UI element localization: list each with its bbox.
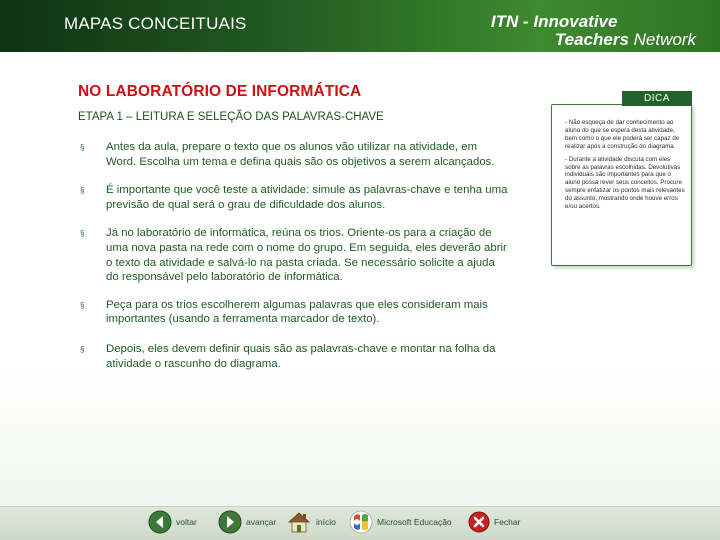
brand-line2-bold: Teachers (554, 30, 629, 49)
close-icon (468, 511, 490, 533)
list-item (78, 183, 510, 212)
section-title: NO LABORATÓRIO DE INFORMÁTICA (78, 83, 362, 100)
bullet-marker: § (80, 186, 85, 196)
forward-button[interactable] (218, 509, 276, 535)
home-icon (286, 510, 312, 534)
list-item-text: É importante que você teste a atividade: simule as palavras-chave e tenha uma previsão de qual será o grau de dificuldade dos alunos. (106, 184, 508, 211)
arrow-right-icon (218, 510, 242, 534)
tip-tab: DICA (622, 91, 692, 106)
list-item-text: Antes da aula, prepare o texto que os alunos vão utilizar na atividade, em Word. Escolha um tema e defina quais são os objetivos a serem alcançados. (106, 141, 495, 168)
close-button[interactable] (468, 509, 520, 535)
list-item (78, 342, 510, 371)
close-label: Fechar (494, 517, 521, 527)
home-button[interactable] (286, 509, 336, 535)
header-title: MAPAS CONCEITUAIS (64, 14, 247, 33)
tip-paragraph: - Durante a atividade discuta com eles sobre as palavras escolhidas. Devolutivas individuais são importantes para que o aluno possa rever seus conceitos. Procure sempre enfatizar os pontos mais relevantes do assunto, mostrando onde houve erros e/ou acertos. (565, 155, 685, 211)
bullet-marker: § (80, 300, 85, 310)
microsoft-education-label: Microsoft Educação (377, 517, 452, 527)
bullet-marker: § (80, 229, 85, 239)
brand-line1: ITN - Innovative (490, 12, 618, 31)
back-button[interactable] (148, 509, 197, 535)
brand-logo (491, 13, 696, 48)
instructions-list (78, 140, 510, 371)
list-item (78, 226, 510, 284)
bullet-marker: § (80, 344, 85, 354)
microsoft-education-button[interactable] (349, 509, 452, 535)
arrow-left-icon (148, 510, 172, 534)
header-bar (0, 0, 720, 52)
list-item-text: Já no laboratório de informática, reúna os trios. Oriente-os para a criação de uma nova pasta na rede com o nome do grupo. Em seguida, eles deverão abrir o texto da atividade e salvá-lo na pasta criada. Se necessário solicite a ajuda do responsável pelo laboratório de informática. (106, 227, 507, 284)
brand-line2 (555, 31, 696, 48)
list-item-text: Depois, eles devem definir quais são as palavras-chave e montar na folha da atividade o rascunho do diagrama. (106, 342, 496, 370)
microsoft-education-icon (349, 510, 373, 534)
list-item (78, 140, 510, 169)
home-label: início (316, 517, 336, 527)
bullet-marker: § (80, 143, 85, 152)
tip-text (565, 119, 687, 216)
list-item-text: Peça para os trios escolherem algumas palavras que eles consideram mais importantes (usando a ferramenta marcador de texto). (106, 298, 488, 326)
list-item (78, 298, 510, 327)
forward-label: avançar (246, 517, 277, 527)
back-label: voltar (176, 517, 197, 527)
step-subtitle: ETAPA 1 – LEITURA E SELEÇÃO DAS PALAVRAS-CHAVE (78, 111, 384, 123)
brand-line2-thin: Network (628, 30, 696, 49)
tip-paragraph: - Não esqueça de dar conhecimento ao aluno do que se espera desta atividade, bem como o que ele poderá ser capaz de realizar após a construção do diagrama. (565, 119, 680, 150)
